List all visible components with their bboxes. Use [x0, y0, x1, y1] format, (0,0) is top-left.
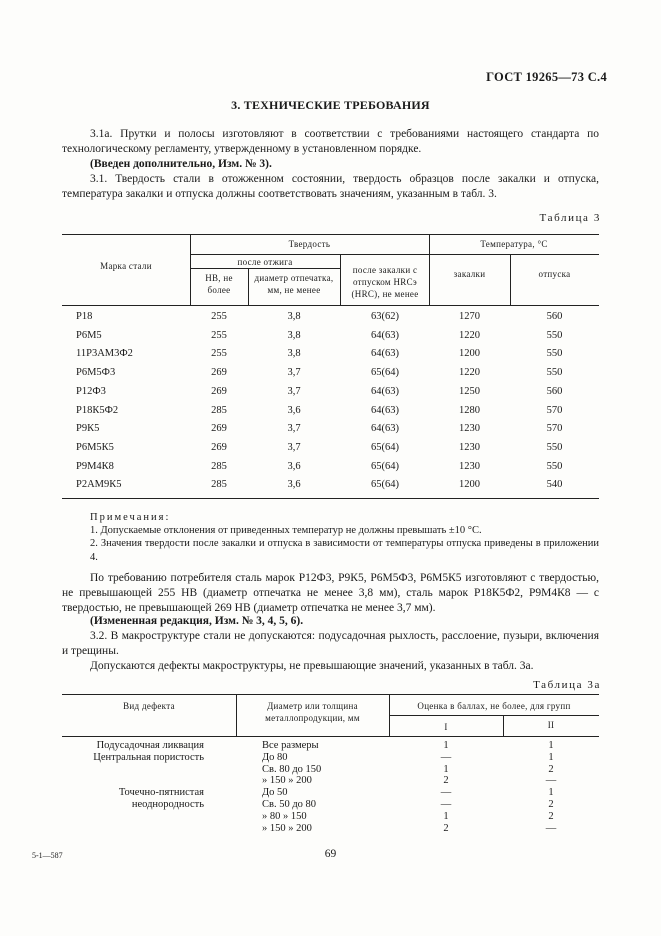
table3a-cell-size: Св. 50 до 80	[262, 799, 317, 810]
table3-cell-quench: 1230	[459, 460, 480, 472]
paragraph-3-2b: Допускаются дефекты макроструктуры, не превышающие значений, указанных в табл. 3а.	[90, 660, 534, 672]
table3a-cell-g2: —	[545, 775, 557, 787]
table3-cell-temper: 550	[546, 348, 563, 360]
table3a-cell-g1: —	[440, 799, 452, 810]
amendment-note-customer: (Измененная редакция, Изм. № 3, 4, 5, 6).	[90, 615, 304, 627]
table3-header-temp: Температура, °С	[480, 239, 548, 249]
table3-cell-temper: 540	[546, 479, 563, 491]
table3-cell-quench: 1220	[459, 367, 480, 379]
table3a-cell-g2: 1	[548, 740, 554, 751]
table3a-cell-g2: 1	[548, 751, 554, 763]
table3-header-quench: закалки	[453, 269, 486, 279]
page-number: 69	[324, 848, 337, 860]
table3-cell-hb: 269	[211, 385, 227, 397]
table3-header-rule-1	[190, 254, 599, 255]
table3-cell-diam: 3,7	[287, 367, 301, 379]
table3-cell-grade: Р6М5К5	[76, 441, 114, 453]
table3a-cell-g1: —	[440, 787, 452, 799]
table3-cell-hb: 285	[211, 404, 227, 416]
table3-cell-temper: 550	[546, 441, 563, 453]
table3-cell-hrc: 65(64)	[371, 460, 399, 472]
table3a-cell-g1: 1	[443, 763, 449, 775]
table3-cell-hb: 269	[211, 441, 227, 453]
table3-cell-grade: Р18	[76, 311, 93, 322]
table3-cell-quench: 1200	[459, 348, 480, 360]
table3-cell-temper: 570	[546, 423, 563, 435]
table3-cell-grade: 11Р3АМ3Ф2	[76, 348, 133, 360]
table3-cell-diam: 3,6	[287, 404, 301, 416]
table3-header-hardness: Твердость	[288, 239, 331, 249]
table3-cell-hb: 285	[211, 479, 227, 491]
table3-cell-hrc: 63(62)	[371, 311, 399, 322]
table3a-cell-g2: 2	[548, 799, 554, 810]
table3a-top-rule	[62, 694, 599, 695]
table3a-cell-size: » 150 » 200	[262, 822, 312, 834]
table3a-cell-size: Все размеры	[262, 740, 319, 751]
table3-header-grade: Марка стали	[100, 261, 152, 271]
table3-cell-diam: 3,6	[287, 460, 301, 472]
table3-cell-hb: 269	[211, 367, 227, 379]
table3a-cell-defect: неоднородность	[131, 799, 204, 810]
table3-cell-quench: 1230	[459, 423, 480, 435]
paragraph-customer: По требованию потребителя сталь марок Р12Ф3, Р9К5, Р6М5Ф3, Р6М5К5 изготовляют с твердостью, не превышающей 255 НВ (диаметр отпечатка не менее 3,8 мм), сталь марок Р18К5Ф2, Р9М4К8 — с твердостью, не превышающей 269 НВ (диаметр отпечатка не менее 3,7 мм).	[62, 572, 599, 614]
table3-cell-temper: 570	[546, 404, 563, 416]
table3-cell-hrc: 64(63)	[371, 329, 399, 341]
table3-cell-hb: 255	[211, 311, 227, 322]
amendment-note-3-1a: (Введен дополнительно, Изм. № 3).	[90, 158, 272, 170]
table3-header-hrc: после закалки с отпуском HRCэ (HRC), не менее	[351, 265, 419, 299]
table3a-header-group1: I	[444, 722, 448, 732]
table3a-cell-g1: 2	[443, 822, 449, 834]
table3-cell-temper: 550	[546, 367, 563, 379]
note-1: 1. Допускаемые отклонения от приведенных температур не должны превышать ±10 °С.	[90, 525, 482, 536]
table3-cell-hb: 255	[211, 348, 227, 360]
table3a-header-defect: Вид дефекта	[123, 701, 175, 711]
table3-cell-quench: 1280	[459, 404, 480, 416]
table3-header-hb: НВ, не более	[205, 273, 233, 295]
table3-cell-quench: 1270	[459, 311, 480, 322]
table3-header-after-anneal: после отжига	[237, 257, 293, 267]
table3-cell-temper: 560	[546, 311, 563, 322]
table3-cell-hrc: 64(63)	[371, 404, 399, 416]
table3-cell-temper: 550	[546, 329, 563, 341]
table3a-header-bottom-rule	[62, 736, 599, 737]
table3-header-diameter: диаметр отпечатка, мм, не менее	[254, 273, 334, 295]
table3a-cell-g2: —	[545, 822, 557, 834]
table3-vrule	[340, 254, 341, 305]
table3-header-rule-2	[190, 268, 340, 269]
table3a-cell-g1: 2	[443, 775, 449, 787]
table3-cell-quench: 1220	[459, 329, 480, 341]
table3-cell-hb: 255	[211, 329, 227, 341]
table3-header-bottom-rule	[62, 305, 599, 306]
table3a-caption: Таблица 3а	[533, 679, 601, 691]
table3-cell-diam: 3,6	[287, 479, 301, 491]
table3-cell-diam: 3,7	[287, 385, 301, 397]
table3a-cell-size: » 150 » 200	[262, 775, 312, 787]
table3a-cell-defect: Центральная пористость	[93, 751, 204, 763]
table3-cell-diam: 3,8	[287, 311, 301, 322]
table3-bottom-rule	[62, 498, 599, 499]
table3a-cell-g1: 1	[443, 740, 449, 751]
table3a-cell-size: Св. 80 до 150	[262, 763, 322, 775]
table3-cell-hrc: 65(64)	[371, 367, 399, 379]
table3a-header-group2: II	[547, 720, 555, 730]
table3-cell-hb: 269	[211, 423, 227, 435]
table3-cell-diam: 3,7	[287, 423, 301, 435]
table3-cell-temper: 560	[546, 385, 563, 397]
table3-top-rule	[62, 234, 599, 235]
table3-cell-hb: 285	[211, 460, 227, 472]
table3a-cell-g1: 1	[443, 810, 449, 822]
table3a-header-rule	[389, 715, 599, 716]
paragraph-3-2: 3.2. В макроструктуре стали не допускаются: подусадочная рыхлость, расслоение, пузыри, включения и трещины.	[62, 630, 599, 657]
table3-header-temper: отпуска	[538, 269, 571, 279]
table3a-cell-defect: Подусадочная ликвация	[96, 740, 204, 751]
table3a-cell-g2: 1	[548, 787, 554, 799]
print-code: 5-1—587	[32, 851, 63, 860]
paragraph-3-1: 3.1. Твердость стали в отожженном состоянии, твердость образцов после закалки и отпуска, температура закалки и отпуска должны соответствовать значениям, указанным в табл. 3.	[62, 173, 599, 200]
section-title: 3. ТЕХНИЧЕСКИЕ ТРЕБОВАНИЯ	[231, 98, 430, 112]
table3-cell-quench: 1200	[459, 479, 480, 491]
table3-cell-quench: 1230	[459, 441, 480, 453]
table3-cell-grade: Р18К5Ф2	[76, 404, 119, 416]
table3-cell-diam: 3,8	[287, 348, 301, 360]
table3-cell-diam: 3,8	[287, 329, 301, 341]
table3a-header-score: Оценка в баллах, не более, для групп	[417, 701, 571, 711]
paragraph-3-1a: 3.1а. Прутки и полосы изготовляют в соответствии с требованиями настоящего стандарта по технологическому регламенту, утвержденному в установленном порядке.	[62, 128, 599, 155]
table3-vrule	[248, 268, 249, 305]
document-header: ГОСТ 19265—73 С.4	[486, 70, 607, 84]
table3-cell-grade: Р9К5	[76, 423, 100, 435]
table3a-cell-defect: Точечно-пятнистая	[118, 787, 204, 799]
table3-cell-hrc: 65(64)	[371, 479, 399, 491]
table3-cell-hrc: 64(63)	[371, 423, 399, 435]
table3a-header-diameter: Диаметр или толщина металлопродукции, мм	[265, 701, 360, 723]
table3-cell-hrc: 64(63)	[371, 348, 399, 360]
table3a-cell-size: До 80	[262, 751, 288, 763]
table3-cell-grade: Р6М5	[76, 329, 102, 341]
table3a-cell-size: » 80 » 150	[262, 810, 307, 822]
table3-cell-temper: 550	[546, 460, 563, 472]
notes-title: Примечания:	[90, 512, 171, 523]
table3-cell-hrc: 65(64)	[371, 441, 399, 453]
table3-cell-grade: Р9М4К8	[76, 460, 114, 472]
table3a-cell-size: До 50	[262, 787, 288, 799]
table3-cell-diam: 3,7	[287, 441, 301, 453]
note-2: 2. Значения твердости после закалки и отпуска в зависимости от температуры отпуска приведены в приложении 4.	[90, 538, 599, 563]
table3-cell-grade: Р6М5Ф3	[76, 367, 116, 379]
table3-cell-hrc: 64(63)	[371, 385, 399, 397]
table3a-cell-g2: 2	[548, 763, 554, 775]
table3-caption: Таблица 3	[539, 212, 601, 224]
table3a-cell-g2: 2	[548, 810, 554, 822]
table3-cell-grade: Р12Ф3	[76, 385, 106, 397]
table3-cell-quench: 1250	[459, 385, 480, 397]
table3a-cell-g1: —	[440, 751, 452, 763]
table3-cell-grade: Р2АМ9К5	[76, 479, 122, 491]
